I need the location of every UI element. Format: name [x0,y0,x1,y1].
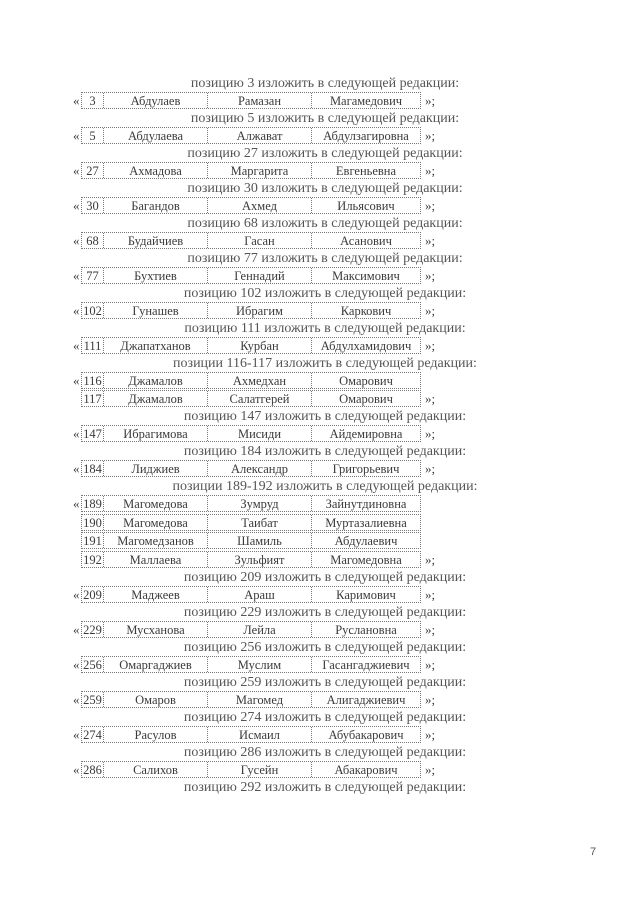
record-cells [81,127,421,144]
position-number-cell: 191 [82,533,104,548]
opening-quote: « [73,198,80,213]
table-row [73,495,453,513]
position-number-cell: 116 [82,373,104,388]
record-cells [81,532,421,549]
amendment-heading: позицию 184 изложить в следующей редакции: [183,444,467,460]
record-cells [81,761,421,778]
closing-quote: »; [425,586,436,602]
amendment-heading: позицию 292 изложить в следующей редакции: [183,779,467,795]
amendment-heading: позицию 27 изложить в следующей редакции: [187,146,463,161]
closing-quote: »; [425,551,436,567]
opening-quote: « [73,496,80,512]
table-row [73,726,453,744]
last-name-cell: Абдулаева [104,128,208,143]
last-name-cell: Маджеев [104,587,208,602]
position-number-cell: 286 [82,762,104,777]
closing-quote: »; [425,268,436,283]
last-name-cell: Джамалов [104,391,208,406]
opening-quote: « [73,373,80,388]
table-row [73,761,453,779]
table-row [73,127,453,145]
closing-quote: »; [425,233,436,248]
patronymic-cell: Магамедович [329,94,403,108]
first-name-cell: Мисиди [208,426,312,441]
position-number-cell: 27 [82,163,104,178]
first-name-cell: Гасан [208,233,312,248]
patronymic-cell: Абдулхамидович [320,339,412,353]
patronymic-cell: Абдулзагировна [323,129,409,143]
patronymic-cell: Григорьевич [332,462,400,477]
position-number-cell: 68 [82,233,104,248]
last-name-cell: Салихов [104,762,208,777]
last-name-cell: Лиджиев [104,461,208,476]
table-row [73,551,453,569]
position-number-cell: 229 [82,622,104,637]
first-name-cell: Гусейн [208,762,312,777]
first-name-cell: Муслим [208,657,312,672]
record-cells [81,390,421,407]
amendment-heading: позицию 77 изложить в следующей редакции: [187,251,463,266]
opening-quote: « [73,303,80,318]
record-cells [81,302,421,319]
position-number-cell: 190 [82,515,104,530]
first-name-cell: Магомед [208,692,312,707]
table-row [73,460,453,478]
opening-quote: « [73,268,80,283]
amendment-heading: позицию 5 изложить в следующей редакции: [190,111,460,126]
table-row [73,337,453,355]
patronymic-cell: Муртазалиевна [325,515,407,530]
closing-quote: »; [425,761,436,777]
position-number-cell: 77 [82,268,104,283]
record-cells [81,460,421,477]
first-name-cell: Ахмедхан [208,373,312,388]
amendment-heading: позицию 256 изложить в следующей редакции: [183,639,467,655]
patronymic-cell: Зайнутдиновна [325,497,407,512]
record-cells [81,162,421,179]
amendment-heading: позицию 274 изложить в следующей редакции: [183,709,467,725]
position-number-cell: 192 [82,552,104,567]
table-row [73,691,453,709]
record-cells [81,337,421,354]
table-row [73,390,453,408]
closing-quote: »; [425,391,436,407]
patronymic-cell: Максимович [332,269,400,283]
first-name-cell: Александр [208,461,312,476]
patronymic-cell: Абубакарович [328,727,404,742]
opening-quote: « [73,621,80,637]
patronymic-cell: Абакарович [334,762,398,777]
position-number-cell: 3 [82,93,104,108]
closing-quote: »; [425,338,436,353]
last-name-cell: Мусханова [104,622,208,637]
amendment-heading: позицию 111 изложить в следующей редакции: [184,321,466,336]
opening-quote: « [73,656,80,672]
table-row [73,162,453,180]
patronymic-cell: Евгеньевна [335,164,397,178]
patronymic-cell: Омарович [339,374,393,388]
record-cells [81,372,421,389]
closing-quote: »; [425,128,436,143]
first-name-cell: Алжават [208,128,312,143]
amendment-heading: позицию 30 изложить в следующей редакции: [187,181,463,196]
closing-quote: »; [425,93,436,108]
last-name-cell: Джапатханов [104,338,208,353]
opening-quote: « [73,338,80,353]
closing-quote: »; [425,198,436,213]
last-name-cell: Омаргаджиев [104,657,208,672]
first-name-cell: Салатгерей [208,391,312,406]
table-row [73,267,453,285]
last-name-cell: Джамалов [104,373,208,388]
record-cells [81,232,421,249]
patronymic-cell: Алигаджиевич [326,692,406,707]
record-cells [81,92,421,109]
record-cells [81,197,421,214]
amendment-heading: позицию 286 изложить в следующей редакции: [183,744,467,760]
record-cells [81,656,421,673]
first-name-cell: Рамазан [208,93,312,108]
patronymic-cell: Омарович [339,392,393,407]
table-row [73,372,453,390]
record-cells [81,425,421,442]
amendment-heading: позицию 147 изложить в следующей редакции: [183,409,467,425]
first-name-cell: Маргарита [208,163,312,178]
table-row [73,514,453,532]
first-name-cell: Зульфият [208,552,312,567]
amendment-heading: позицию 68 изложить в следующей редакции: [187,216,463,231]
patronymic-cell: Абдулаевич [334,534,398,549]
position-number-cell: 5 [82,128,104,143]
table-row [73,92,453,110]
position-number-cell: 274 [82,727,104,742]
position-number-cell: 30 [82,198,104,213]
last-name-cell: Абдулаев [104,93,208,108]
opening-quote: « [73,128,80,143]
record-cells [81,691,421,708]
table-row [73,656,453,674]
page-number: 7 [590,846,597,858]
table-row [73,197,453,215]
first-name-cell: Араш [208,587,312,602]
position-number-cell: 189 [82,496,104,511]
last-name-cell: Маллаева [104,552,208,567]
first-name-cell: Шамиль [208,533,312,548]
last-name-cell: Расулов [104,727,208,742]
last-name-cell: Магомедзанов [104,533,208,548]
patronymic-cell: Каркович [340,304,392,318]
patronymic-cell: Каримович [336,587,396,602]
patronymic-cell: Гасангаджиевич [322,657,410,672]
table-row [73,621,453,639]
first-name-cell: Исмаил [208,727,312,742]
patronymic-cell: Магомедовна [330,552,402,567]
table-row [73,302,453,320]
first-name-cell: Таибат [208,515,312,530]
opening-quote: « [73,691,80,707]
opening-quote: « [73,761,80,777]
last-name-cell: Ибрагимова [104,426,208,441]
patronymic-cell: Ильясович [337,199,395,213]
first-name-cell: Курбан [208,338,312,353]
opening-quote: « [73,233,80,248]
first-name-cell: Ахмед [208,198,312,213]
patronymic-cell: Асанович [340,234,392,248]
amendment-heading: позиции 116-117 изложить в следующей редакции: [173,356,477,371]
record-cells [81,551,421,568]
last-name-cell: Омаров [104,692,208,707]
table-row [73,232,453,250]
opening-quote: « [73,93,80,108]
record-cells [81,726,421,743]
position-number-cell: 259 [82,692,104,707]
closing-quote: »; [425,461,436,477]
record-cells [81,621,421,638]
closing-quote: »; [425,163,436,178]
amendment-heading: позиции 189-192 изложить в следующей редакции: [172,479,478,495]
record-cells [81,586,421,603]
amendment-heading: позицию 209 изложить в следующей редакции: [183,569,467,585]
position-number-cell: 102 [82,303,104,318]
position-number-cell: 147 [82,426,104,441]
last-name-cell: Багандов [104,198,208,213]
amendment-heading: позицию 3 изложить в следующей редакции: [190,76,460,91]
last-name-cell: Магомедова [104,496,208,511]
position-number-cell: 256 [82,657,104,672]
closing-quote: »; [425,621,436,637]
position-number-cell: 184 [82,461,104,476]
first-name-cell: Лейла [208,622,312,637]
position-number-cell: 209 [82,587,104,602]
record-cells [81,267,421,284]
table-row [73,586,453,604]
opening-quote: « [73,586,80,602]
position-number-cell: 111 [82,338,104,353]
closing-quote: »; [425,303,436,318]
closing-quote: »; [425,656,436,672]
last-name-cell: Ахмадова [104,163,208,178]
last-name-cell: Гунашев [104,303,208,318]
record-cells [81,514,421,531]
last-name-cell: Будайчиев [104,233,208,248]
amendment-heading: позицию 259 изложить в следующей редакции: [183,674,467,690]
last-name-cell: Бухтиев [104,268,208,283]
patronymic-cell: Айдемировна [329,427,403,442]
amendment-heading: позицию 229 изложить в следующей редакции: [183,604,467,620]
first-name-cell: Ибрагим [208,303,312,318]
amendment-heading: позицию 102 изложить в следующей редакции: [183,286,467,301]
opening-quote: « [73,461,80,477]
record-cells [81,495,421,512]
last-name-cell: Магомедова [104,515,208,530]
table-row [73,532,453,550]
opening-quote: « [73,726,80,742]
first-name-cell: Зумруд [208,496,312,511]
position-number-cell: 117 [82,391,104,406]
patronymic-cell: Руслановна [335,622,397,637]
first-name-cell: Геннадий [208,268,312,283]
opening-quote: « [73,163,80,178]
closing-quote: »; [425,691,436,707]
table-row [73,425,453,443]
opening-quote: « [73,426,80,442]
closing-quote: »; [425,726,436,742]
closing-quote: »; [425,426,436,442]
